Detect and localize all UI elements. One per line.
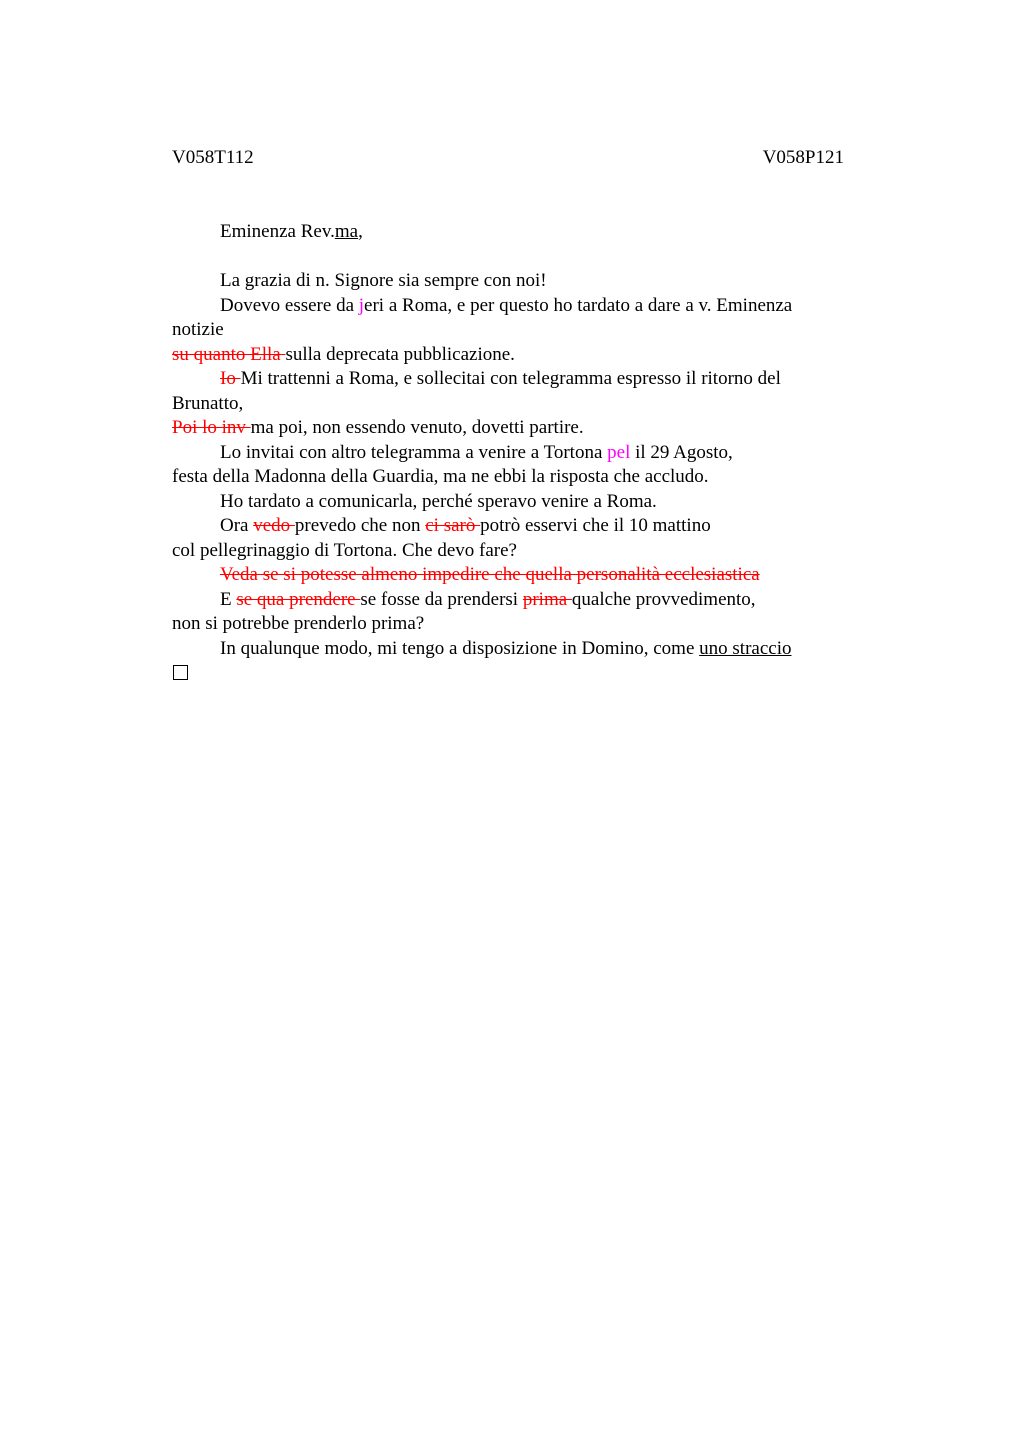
letter-line: Ora vedo prevedo che non ci sarò potrò esservi che il 10 mattino xyxy=(220,515,711,536)
letter-line: col pellegrinaggio di Tortona. Che devo fare? xyxy=(172,539,517,561)
letter-line: Brunatto, xyxy=(172,392,244,414)
salutation xyxy=(172,220,852,245)
letter-line: E se qua prendere se fosse da prendersi prima qualche provvedimento, xyxy=(220,588,756,610)
letter-line: Lo invitai con altro telegramma a venire a Tortona pel il 29 Agosto, xyxy=(220,441,733,463)
salutation-comma: , xyxy=(358,221,363,242)
deleted-text: vedo xyxy=(253,515,295,536)
letter-line: Dovevo essere da jeri a Roma, e per questo ho tardato a dare a v. Eminenza xyxy=(220,294,793,316)
inserted-text: pel xyxy=(607,441,631,463)
inserted-text: j xyxy=(358,294,365,316)
deleted-text: prima xyxy=(522,588,572,610)
letter-line xyxy=(172,661,852,686)
square-box-icon xyxy=(173,665,188,680)
letter-line: Ho tardato a comunicarla, perché speravo venire a Roma. xyxy=(220,490,657,512)
deleted-text: ci sarò xyxy=(425,515,481,536)
document-code-left: V058T112 xyxy=(172,147,254,168)
salutation-text: Eminenza Rev. xyxy=(220,221,335,242)
deleted-text: Io xyxy=(220,368,241,389)
letter-line: Poi lo inv ma poi, non essendo venuto, dovetti partire. xyxy=(172,417,584,438)
letter-line: La grazia di n. Signore sia sempre con noi! xyxy=(220,270,547,291)
underlined-text: uno straccio xyxy=(699,637,792,659)
deleted-text: Poi lo inv xyxy=(172,417,251,438)
letter-line: Io Mi trattenni a Roma, e sollecitai con telegramma espresso il ritorno del xyxy=(220,368,781,389)
salutation-underlined: ma xyxy=(334,221,359,242)
deleted-text: se qua prendere xyxy=(236,588,361,610)
letter-line: non si potrebbe prenderlo prima? xyxy=(172,613,425,634)
letter-line: In qualunque modo, mi tengo a disposizione in Domino, come uno straccio xyxy=(220,637,792,659)
letter-line: su quanto Ella sulla deprecata pubblicazione. xyxy=(172,343,515,365)
deleted-text: su quanto Ella xyxy=(172,343,286,365)
letter-line: notizie xyxy=(172,319,224,340)
letter-body xyxy=(172,220,852,686)
letter-line xyxy=(172,563,852,588)
deleted-text: Veda se si potesse almeno impedire che quella personalità ecclesiastica xyxy=(220,564,760,585)
letter-line: festa della Madonna della Guardia, ma ne ebbi la risposta che accludo. xyxy=(172,466,709,487)
document-code-right: V058P121 xyxy=(762,147,844,168)
